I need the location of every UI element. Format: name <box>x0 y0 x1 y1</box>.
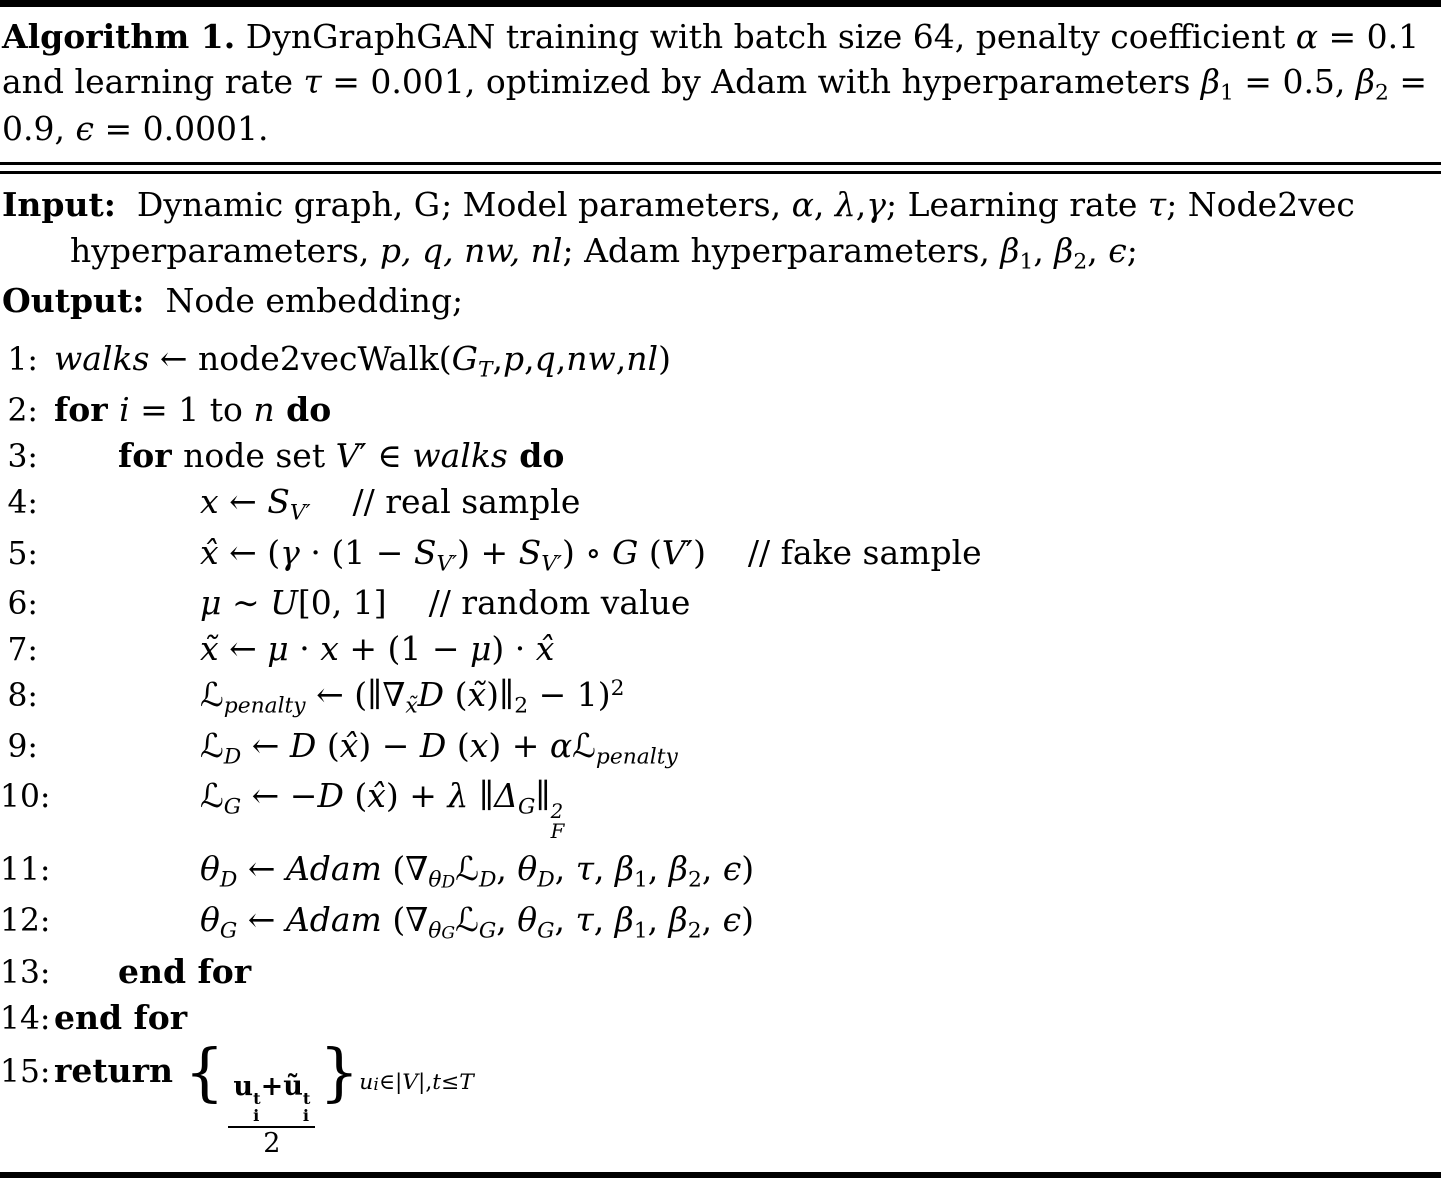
math-segment: , <box>593 848 615 888</box>
math-segment: } <box>319 1035 360 1109</box>
math-segment: penalty <box>223 693 306 719</box>
math-segment: for <box>54 389 120 429</box>
line-content <box>200 901 754 944</box>
math-segment: τ <box>575 848 594 888</box>
math-segment: ℒ <box>455 848 479 888</box>
math-segment: α <box>1295 17 1319 56</box>
algorithm-line <box>0 391 1441 429</box>
math-segment: ′ <box>685 532 694 572</box>
math-segment: x <box>469 725 489 765</box>
math-segment: x̂ <box>367 776 386 816</box>
math-segment: ; Learning rate <box>886 185 1148 225</box>
math-segment: 1 <box>1019 249 1034 275</box>
math-segment: G <box>413 185 442 225</box>
math-segment: nw <box>566 339 616 379</box>
math-segment: ϵ <box>1108 231 1127 271</box>
math-segment: θ <box>428 867 442 893</box>
math-segment: Algorithm 1. <box>2 17 236 56</box>
math-segment: 2 <box>1073 249 1088 275</box>
math-segment: = 0.9, <box>2 61 1438 149</box>
math-segment: end for <box>118 951 252 991</box>
algorithm-line <box>0 727 1441 770</box>
math-segment: [0, 1] // random value <box>297 583 691 623</box>
math-segment: D <box>417 675 445 715</box>
superscript: 2 <box>550 800 564 824</box>
math-segment: G <box>223 794 242 820</box>
math-segment: τ <box>575 900 594 940</box>
math-segment: ) <box>658 339 671 379</box>
line-number: 5: <box>7 535 38 572</box>
math-segment: ∼ <box>221 583 271 623</box>
line-content <box>118 437 564 475</box>
math-segment: ϵ <box>75 109 94 149</box>
math-segment: 2 <box>514 693 529 719</box>
math-segment: i <box>119 389 130 429</box>
line-number: 2: <box>7 392 38 429</box>
line-number: 9: <box>7 728 38 765</box>
math-segment: T <box>459 1069 474 1095</box>
math-segment: , <box>855 185 867 225</box>
line-content <box>118 953 251 991</box>
math-segment: (∇ <box>381 848 429 888</box>
math-segment: θ <box>200 848 220 888</box>
math-segment: Dynamic graph, <box>115 185 414 225</box>
algorithm-line <box>0 901 1441 944</box>
math-segment: G <box>451 339 479 379</box>
math-segment: S <box>413 532 437 572</box>
math-segment: |, <box>418 1069 433 1095</box>
math-segment: G <box>478 918 497 944</box>
bottom-rule <box>0 1172 1441 1178</box>
math-segment: 2 <box>687 867 702 893</box>
line-number: 11: <box>0 851 51 888</box>
math-segment: ∈ <box>366 435 413 475</box>
subscript: F <box>550 819 565 843</box>
math-segment: { <box>184 1035 225 1109</box>
math-segment: ← <box>237 848 286 888</box>
algorithm-line <box>0 999 1441 1037</box>
math-segment: , <box>701 848 723 888</box>
superscript: t <box>302 1089 311 1109</box>
math-segment: = 1 to <box>129 389 254 429</box>
line-number: 10: <box>0 779 51 816</box>
math-segment: G <box>611 532 639 572</box>
math-segment: μ <box>469 629 492 669</box>
sup-sub-stack <box>551 802 565 842</box>
math-segment: τ <box>303 61 322 101</box>
output-line <box>2 278 1437 324</box>
math-segment: ( <box>444 675 468 715</box>
math-segment: Node embedding; <box>144 281 464 321</box>
line-number: 8: <box>7 678 38 715</box>
math-segment: ) <box>741 848 755 888</box>
line-number: 14: <box>0 1000 51 1037</box>
math-segment: nl <box>626 339 659 379</box>
math-segment: ← <box>218 629 268 669</box>
math-segment: μ <box>200 583 222 623</box>
math-segment: β <box>668 848 688 888</box>
math-segment: u <box>233 1071 254 1103</box>
line-number: 15: <box>0 1053 51 1090</box>
math-segment: ( <box>316 725 340 765</box>
math-segment: ; Node2vec <box>1166 185 1355 225</box>
math-segment: end for <box>54 997 188 1037</box>
math-segment: walks <box>412 435 508 475</box>
math-segment: ( <box>446 725 470 765</box>
math-segment: return <box>54 1050 185 1090</box>
math-segment: 1 <box>634 867 648 893</box>
line-content <box>200 676 624 719</box>
algorithm-caption <box>0 7 1441 162</box>
math-segment: G <box>441 923 456 944</box>
math-segment: D <box>219 867 238 893</box>
math-segment: θ <box>517 848 538 888</box>
line-content <box>200 777 564 841</box>
math-segment: ũ <box>283 1071 303 1103</box>
algorithm-line <box>0 534 1441 577</box>
line-content <box>200 850 754 893</box>
math-segment: Adam <box>285 848 382 888</box>
math-segment: = 0.1 and learning rate <box>2 17 1430 101</box>
line-number: 1: <box>7 342 38 379</box>
math-segment: penalty <box>595 744 678 770</box>
math-segment: , <box>1087 231 1109 271</box>
math-segment: θ <box>517 900 538 940</box>
math-segment: )∥ <box>486 675 515 715</box>
algorithm-line <box>0 676 1441 719</box>
math-segment: 2 <box>263 1127 281 1159</box>
math-segment: x̃ <box>405 693 418 719</box>
math-segment: ← <box>237 900 286 940</box>
math-segment: D <box>289 725 317 765</box>
math-segment: x̂ <box>200 532 219 572</box>
math-segment: , <box>496 848 518 888</box>
math-segment: V <box>335 435 360 475</box>
math-segment: , <box>647 848 669 888</box>
math-segment: S <box>267 481 290 521</box>
math-segment: x <box>200 481 219 521</box>
math-segment: ) + <box>488 725 550 765</box>
math-segment: D <box>441 872 456 893</box>
subscript: i <box>253 1105 260 1125</box>
math-segment: ∥ <box>468 776 495 816</box>
math-segment: D <box>478 867 497 893</box>
line-content <box>200 483 580 526</box>
line-number: 13: <box>0 954 51 991</box>
math-segment: D <box>317 776 344 816</box>
math-segment: ← − <box>241 776 318 816</box>
math-segment: β <box>668 900 688 940</box>
math-segment: 1 <box>633 918 648 944</box>
math-segment: Output: <box>2 281 145 321</box>
math-segment: ϵ <box>722 848 742 888</box>
math-segment: walks <box>54 339 150 379</box>
line-content <box>54 1035 474 1159</box>
line-number: 12: <box>0 903 51 940</box>
math-segment: + <box>260 1071 284 1103</box>
math-segment: G <box>219 918 238 944</box>
line-content <box>200 534 982 577</box>
math-segment: i <box>373 1074 379 1095</box>
math-segment: ( <box>343 776 368 816</box>
algorithm-line <box>0 953 1441 991</box>
math-segment: Δ <box>494 776 518 816</box>
math-segment: Input: <box>2 185 116 225</box>
math-segment: , <box>701 900 723 940</box>
line-number: 4: <box>7 484 38 521</box>
math-segment: x̂ <box>339 725 359 765</box>
math-segment: ℒ <box>200 675 224 715</box>
math-segment: ) // fake sample <box>693 532 982 572</box>
math-segment: 2 <box>610 676 625 702</box>
algorithm-line <box>0 850 1441 893</box>
math-segment: α <box>791 185 814 225</box>
math-segment: ∥ <box>535 776 551 816</box>
line-content <box>54 340 671 383</box>
math-segment: p, q, nw, nl <box>379 231 563 271</box>
sup-sub-stack <box>303 1091 311 1123</box>
fraction-denominator <box>263 1128 280 1158</box>
line-number: 7: <box>7 632 38 669</box>
math-segment: · (1 − <box>299 532 414 572</box>
line-number: 3: <box>7 438 38 475</box>
math-segment: V <box>402 1069 418 1095</box>
math-segment: x <box>320 629 339 669</box>
math-segment: D <box>537 867 555 893</box>
math-segment: t <box>432 1069 442 1095</box>
math-segment: β <box>1000 231 1020 271</box>
math-segment: ∈| <box>378 1069 403 1095</box>
math-segment: + (1 − <box>338 629 470 669</box>
math-segment: D <box>419 725 447 765</box>
math-segment: θ <box>428 918 442 944</box>
math-segment: = 0.0001. <box>93 109 269 149</box>
algorithm-line <box>0 483 1441 526</box>
algorithm-line <box>0 630 1441 668</box>
math-segment: , <box>1033 231 1055 271</box>
math-segment: for <box>118 435 184 475</box>
math-segment: , <box>554 900 576 940</box>
math-segment: 2 <box>687 918 702 944</box>
math-segment: ; Adam hyperparameters, <box>562 231 1001 271</box>
math-segment: θ <box>200 900 220 940</box>
math-segment: ′ <box>359 435 367 475</box>
io-section <box>0 174 1441 328</box>
math-segment: , <box>593 900 615 940</box>
math-segment: α <box>549 725 573 765</box>
math-segment: 2 <box>1374 80 1389 106</box>
math-segment: ℒ <box>572 725 596 765</box>
math-segment: , <box>615 339 627 379</box>
math-segment: ; <box>1126 231 1138 271</box>
math-segment: ) + <box>385 776 448 816</box>
math-segment: ℒ <box>200 725 224 765</box>
math-segment: ℒ <box>200 776 224 816</box>
math-segment: γ <box>866 185 887 225</box>
math-segment: D <box>223 744 242 770</box>
algorithm-line <box>0 340 1441 383</box>
fraction <box>228 1073 315 1158</box>
math-segment: ; Model parameters, <box>441 185 792 225</box>
math-segment: G <box>517 794 536 820</box>
math-segment: V′ <box>289 500 311 526</box>
math-segment: 1 <box>1219 80 1234 106</box>
math-segment: ) − <box>358 725 420 765</box>
algorithm-line <box>0 584 1441 622</box>
fraction-numerator <box>228 1073 315 1127</box>
math-segment: β <box>1200 61 1220 101</box>
sup-sub-stack <box>253 1091 261 1123</box>
math-segment: , <box>813 185 835 225</box>
math-segment: V <box>661 532 686 572</box>
math-segment: ← node2vecWalk( <box>149 339 452 379</box>
algorithm-body <box>0 328 1441 1166</box>
math-segment: hyperparameters, <box>70 231 380 271</box>
math-segment: ) · <box>491 629 536 669</box>
math-segment: (∇ <box>381 900 429 940</box>
math-segment: β <box>1355 61 1375 101</box>
math-segment: β <box>614 900 634 940</box>
math-segment: ≤ <box>441 1069 460 1095</box>
math-segment: do <box>507 435 565 475</box>
algorithm-line <box>0 437 1441 475</box>
math-segment: x̃ <box>467 675 487 715</box>
line-content <box>54 999 187 1037</box>
algorithm-line <box>0 1035 1441 1159</box>
math-segment: ) + <box>457 532 519 572</box>
math-segment: V′ <box>436 551 458 577</box>
math-segment: ← <box>218 481 268 521</box>
input-line-1 <box>2 182 1437 228</box>
math-segment: T <box>478 357 493 383</box>
math-segment: ← <box>241 725 290 765</box>
math-segment: , <box>647 900 669 940</box>
input-line-2 <box>2 228 1437 278</box>
math-segment: Adam <box>285 900 382 940</box>
caption-divider-rule <box>0 162 1441 174</box>
math-segment: node set <box>183 435 336 475</box>
math-segment: ϵ <box>722 900 742 940</box>
math-segment: , <box>492 339 504 379</box>
math-segment: = 0.5, <box>1233 61 1356 101</box>
line-content <box>200 727 678 770</box>
math-segment: x̃ <box>200 629 219 669</box>
math-segment: ℒ <box>455 900 479 940</box>
math-segment: τ <box>1147 185 1167 225</box>
superscript: t <box>253 1089 261 1109</box>
math-segment: ← ( <box>218 532 281 572</box>
math-segment: γ <box>280 532 300 572</box>
math-segment: G <box>537 918 555 944</box>
math-segment: λ <box>447 776 469 816</box>
math-segment: q <box>534 339 556 379</box>
math-segment: β <box>614 848 635 888</box>
math-segment: ← (∥∇ <box>305 675 406 715</box>
line-number: 6: <box>7 586 38 623</box>
math-segment: , <box>524 339 535 379</box>
line-content <box>54 391 331 429</box>
math-segment: U <box>270 583 298 623</box>
math-segment: S <box>518 532 542 572</box>
math-segment: u <box>359 1069 374 1095</box>
math-segment: , <box>555 339 567 379</box>
math-segment: ) <box>741 900 754 940</box>
math-segment: − 1) <box>528 675 611 715</box>
algorithm-line <box>0 777 1441 841</box>
math-segment: // real sample <box>310 481 581 521</box>
math-segment: n <box>253 389 275 429</box>
line-content <box>200 630 554 668</box>
math-segment: μ <box>267 629 289 669</box>
math-segment: = 0.001, optimized by Adam with hyperparameters <box>321 61 1201 101</box>
math-segment: V′ <box>541 551 562 577</box>
subscript: i <box>302 1105 310 1125</box>
math-segment: , <box>496 900 518 940</box>
top-rule <box>0 0 1441 7</box>
math-segment: p <box>503 339 525 379</box>
math-segment: , <box>554 848 576 888</box>
math-segment: ) ∘ <box>561 532 612 572</box>
math-segment: DynGraphGAN training with batch size 64, penalty coefficient <box>235 17 1296 56</box>
math-segment: x̂ <box>535 629 555 669</box>
line-content <box>200 584 690 622</box>
math-segment: · <box>288 629 321 669</box>
math-segment: do <box>274 389 332 429</box>
math-segment: λ <box>834 185 856 225</box>
math-segment: ( <box>638 532 662 572</box>
math-segment: β <box>1054 231 1074 271</box>
